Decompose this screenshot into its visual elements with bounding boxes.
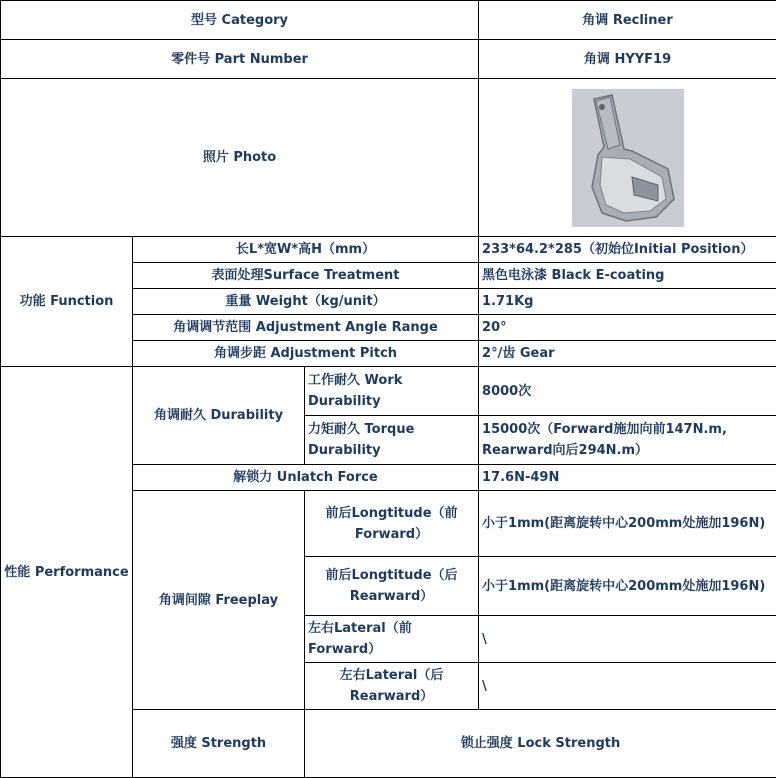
photo-label: 照片 Photo	[1, 79, 479, 237]
dimensions-value: 233*64.2*285（初始位Initial Position）	[479, 237, 776, 263]
lat-rearward-label	[305, 663, 479, 710]
torque-label-line-1: 力矩耐久 Torque	[308, 419, 475, 440]
lat-forward-value: \	[479, 616, 776, 663]
torque-durability-value	[479, 416, 776, 465]
dimensions-label: 长L*宽W*高H（mm）	[133, 237, 479, 263]
long-forward-label	[305, 491, 479, 557]
photo-cell	[479, 79, 776, 237]
work-durability-value: 8000次	[479, 367, 776, 416]
torque-value-line-1: 15000次（Forward施加向前147N.m,	[482, 419, 773, 440]
row-part-number	[1, 40, 776, 79]
long-rearward-value: 小于1mm(距离旋转中心200mm处施加196N)	[479, 557, 776, 616]
angle-range-label: 角调调节范围 Adjustment Angle Range	[133, 315, 479, 341]
surface-value: 黑色电泳漆 Black E-coating	[479, 263, 776, 289]
performance-group-label: 性能 Performance	[1, 367, 133, 778]
long-rearward-label	[305, 557, 479, 616]
weight-value: 1.71Kg	[479, 289, 776, 315]
long-forward-label-line-2: Forward）	[308, 524, 475, 545]
row-dimensions	[1, 237, 776, 263]
torque-durability-label	[305, 416, 479, 465]
long-rearward-label-line-2: Rearward）	[308, 586, 475, 607]
long-rearward-label-line-1: 前后Longtitude（后	[308, 565, 475, 586]
lat-forward-label: 左右Lateral（前Forward）	[305, 616, 479, 663]
part-number-label: 零件号 Part Number	[1, 40, 479, 79]
row-photo	[1, 79, 776, 237]
recliner-part-image	[572, 89, 684, 227]
lat-rearward-value: \	[479, 663, 776, 710]
long-forward-label-line-1: 前后Longtitude（前	[308, 503, 475, 524]
part-number-value: 角调 HYYF19	[479, 40, 776, 79]
torque-value-line-2: Rearward向后294N.m）	[482, 440, 773, 461]
lat-rearward-label-line-2: Rearward）	[308, 686, 475, 707]
category-value: 角调 Recliner	[479, 1, 776, 40]
category-label: 型号 Category	[1, 1, 479, 40]
angle-range-value: 20°	[479, 315, 776, 341]
long-forward-value: 小于1mm(距离旋转中心200mm处施加196N)	[479, 491, 776, 557]
strength-group-label: 强度 Strength	[133, 710, 305, 778]
surface-label: 表面处理Surface Treatment	[133, 263, 479, 289]
lock-strength-label: 锁止强度 Lock Strength	[305, 710, 776, 778]
work-durability-label: 工作耐久 Work Durability	[305, 367, 479, 416]
unlatch-label: 解锁力 Unlatch Force	[133, 465, 479, 491]
freeplay-label: 角调间隙 Freeplay	[133, 491, 305, 710]
torque-label-line-2: Durability	[308, 440, 475, 461]
weight-label: 重量 Weight（kg/unit）	[133, 289, 479, 315]
row-work-durability	[1, 367, 776, 416]
pitch-value: 2°/齿 Gear	[479, 341, 776, 367]
durability-label: 角调耐久 Durability	[133, 367, 305, 465]
function-group-label: 功能 Function	[1, 237, 133, 367]
row-category	[1, 1, 776, 40]
unlatch-value: 17.6N-49N	[479, 465, 776, 491]
lat-rearward-label-line-1: 左右Lateral（后	[308, 665, 475, 686]
pitch-label: 角调步距 Adjustment Pitch	[133, 341, 479, 367]
